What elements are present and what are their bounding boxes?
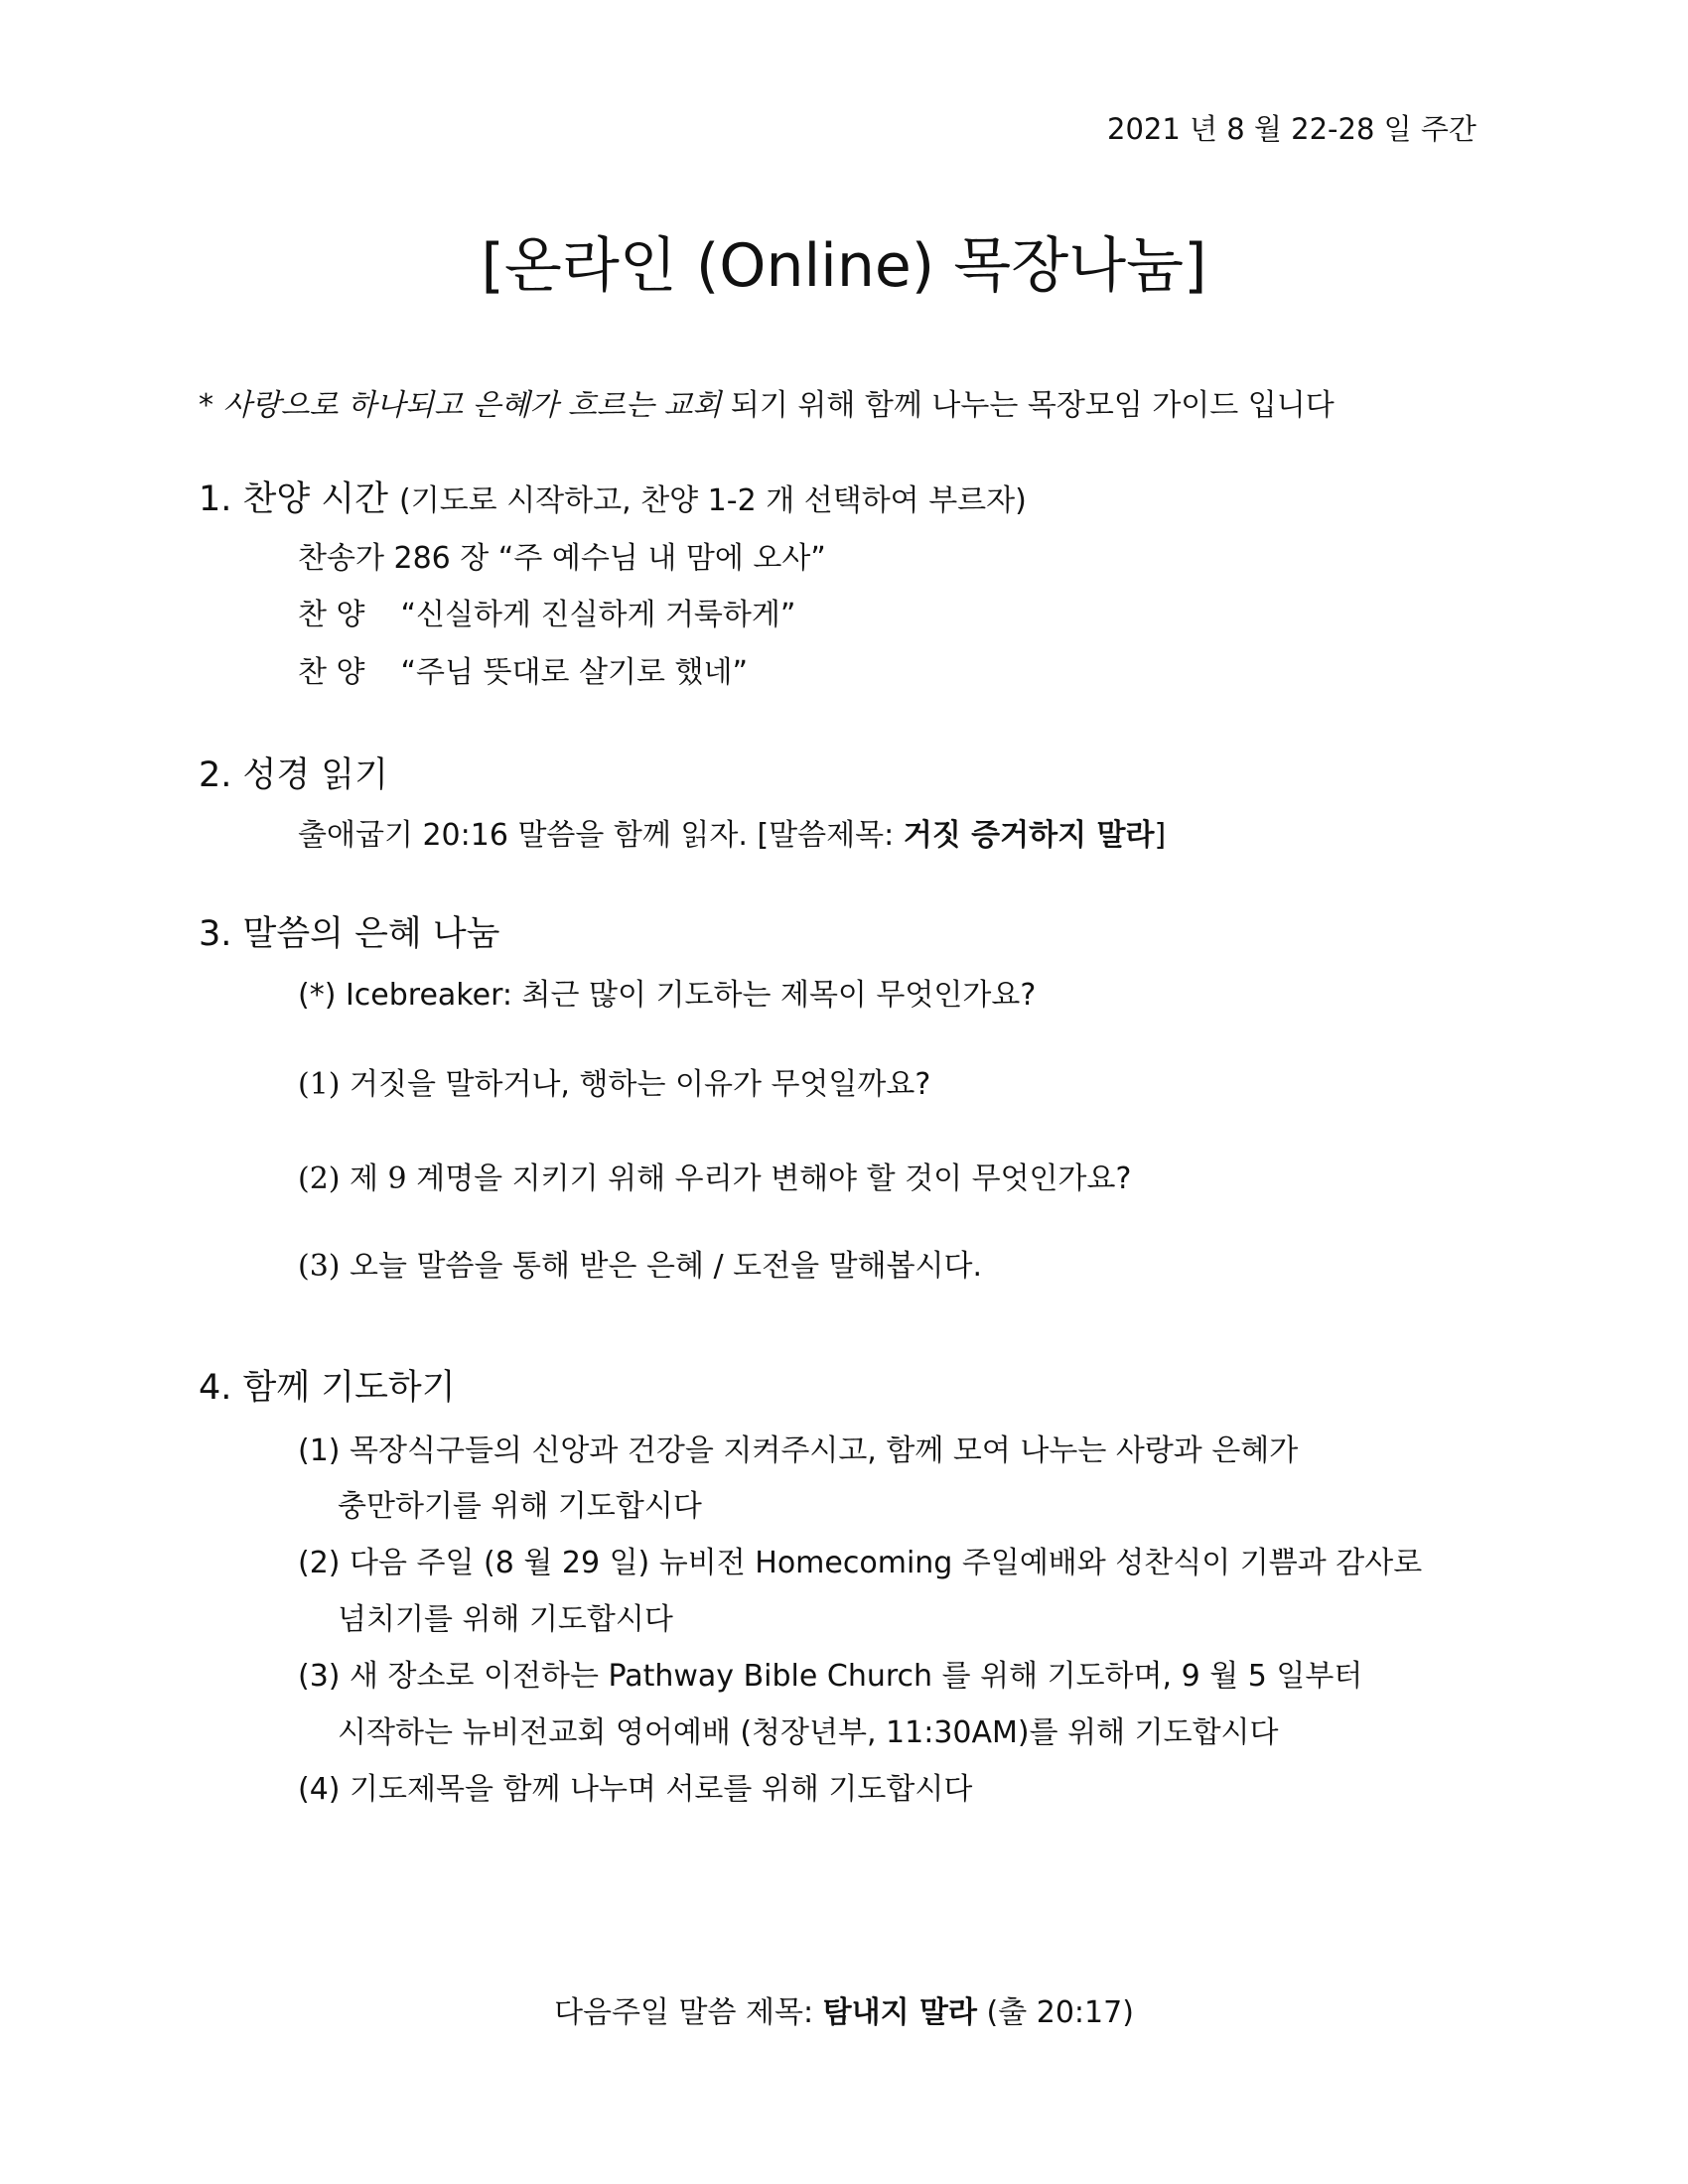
next-sermon-line — [0, 1987, 1688, 2031]
section-1-title: 1. 찬양 시간 — [199, 479, 400, 519]
question-number: (2) 제 9 — [298, 1161, 407, 1196]
song-label: 찬 양 — [298, 655, 365, 690]
prayer-line-continued: 넘치기를 위해 기도합시다 — [338, 1602, 673, 1637]
song-line — [298, 647, 748, 691]
song-line — [298, 590, 795, 633]
intro-prefix: * — [199, 388, 223, 423]
question-number: (1) — [298, 1067, 341, 1102]
song-label: 찬 양 — [298, 598, 365, 632]
question-number: (3) — [298, 1249, 341, 1284]
section-2-heading: 2. 성경 읽기 — [199, 755, 388, 795]
page-title: [온라인 (Online) 목장나눔] — [481, 231, 1207, 301]
hymn-line: 찬송가 286 장 “주 예수님 내 맘에 오사” — [298, 541, 826, 576]
prayer-line-continued: 충만하기를 위해 기도합시다 — [338, 1489, 702, 1524]
footer-suffix: (출 20:17) — [977, 1995, 1134, 2030]
intro-line — [199, 380, 1335, 424]
prayer-line: (3) 새 장소로 이전하는 Pathway Bible Church 를 위해 기도하며, 9 월 5 일부터 — [298, 1659, 1363, 1694]
question-text: 거짓을 말하거나, 행하는 이유가 무엇일까요? — [340, 1067, 931, 1102]
question-line — [298, 1241, 982, 1285]
sermon-title: 거짓 증거하지 말라 — [903, 818, 1155, 853]
section-3-heading: 3. 말씀의 은혜 나눔 — [199, 914, 500, 954]
prayer-line: (1) 목장식구들의 신앙과 건강을 지켜주시고, 함께 모여 나누는 사랑과 은혜가 — [298, 1433, 1299, 1468]
reading-text: 출애굽기 20:16 말씀을 함께 읽자. [말씀제목: — [298, 818, 904, 853]
section-4-heading: 4. 함께 기도하기 — [199, 1368, 456, 1408]
next-sermon-title: 탐내지 말라 — [822, 1995, 977, 2030]
date-line: 2021 년 8 월 22-28 일 주간 — [1107, 112, 1477, 146]
question-line — [298, 1059, 930, 1103]
song-title: “주님 뜻대로 살기로 했네” — [400, 655, 748, 690]
section-1-subtitle: (기도로 시작하고, 찬양 1-2 개 선택하여 부르자) — [399, 483, 1027, 518]
intro-rest: 되기 위해 함께 나누는 목장모임 가이드 입니다 — [721, 388, 1335, 423]
question-text: 계명을 지키기 위해 우리가 변해야 할 것이 무엇인가요? — [406, 1161, 1132, 1196]
song-title: “신실하게 진실하게 거룩하게” — [400, 598, 796, 632]
footer-prefix: 다음주일 말씀 제목: — [554, 1995, 823, 2030]
question-line — [298, 1154, 1131, 1197]
prayer-line-continued: 시작하는 뉴비전교회 영어예배 (청장년부, 11:30AM)를 위해 기도합시다 — [338, 1715, 1279, 1750]
icebreaker-line: (*) Icebreaker: 최근 많이 기도하는 제목이 무엇인가요? — [298, 978, 1037, 1013]
question-text: 오늘 말씀을 통해 받은 은혜 / 도전을 말해봅시다. — [340, 1249, 983, 1284]
reading-close: ] — [1154, 818, 1167, 853]
prayer-line: (4) 기도제목을 함께 나누며 서로를 위해 기도합시다 — [298, 1772, 973, 1807]
prayer-line: (2) 다음 주일 (8 월 29 일) 뉴비전 Homecoming 주일예배와 성찬식이 기쁨과 감사로 — [298, 1546, 1423, 1580]
intro-emphasis: 사랑으로 하나되고 은혜가 흐르는 교회 — [222, 388, 722, 423]
section-1-heading — [199, 472, 1027, 521]
reading-line — [298, 810, 1166, 854]
